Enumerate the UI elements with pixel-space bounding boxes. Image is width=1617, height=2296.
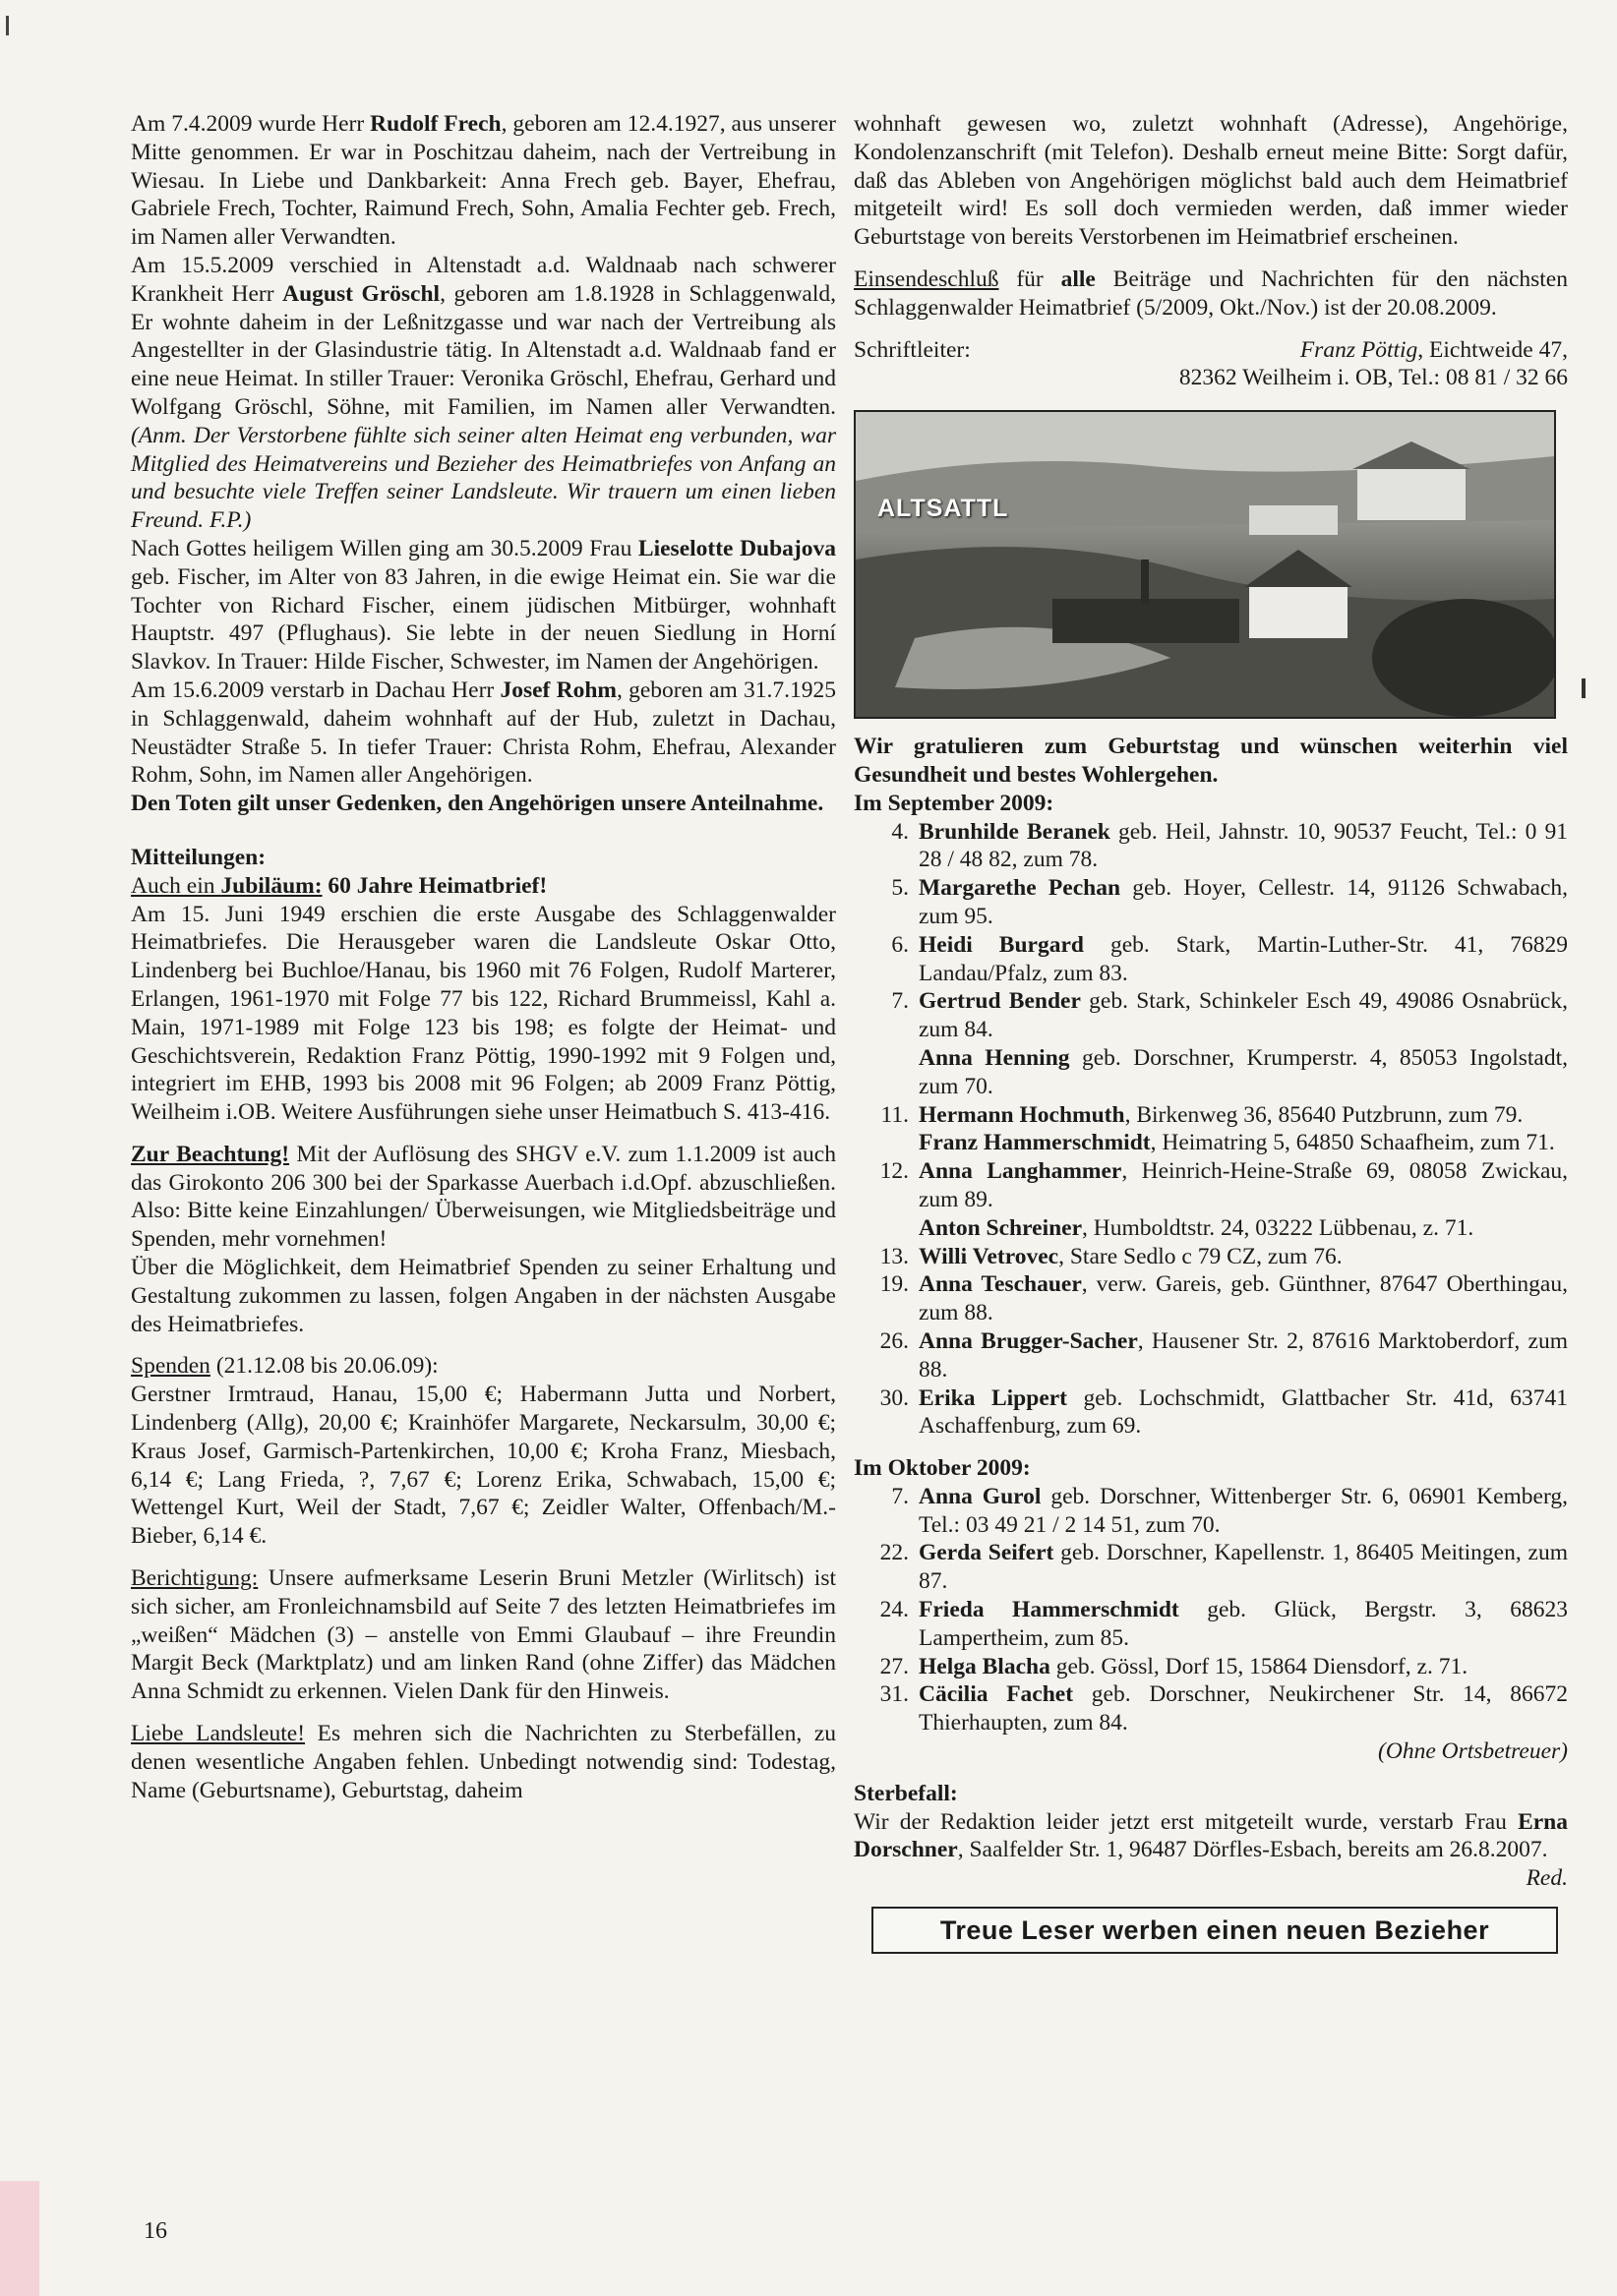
- entry-name: Hermann Hochmuth: [919, 1101, 1125, 1128]
- entry-name: Gertrud Bender: [919, 988, 1081, 1015]
- berichtigung: Berichtigung: Unsere aufmerksame Leserin Bruni Metzler (Wirlitsch) ist sich sicher, am Fronleichnamsbild auf Seite 7 des letzten Heimatbriefes im „weißen“ Mädchen (3) – anstelle von Emmi Glaubauf – ihre Freundin Margit Beck (Marktplatz) und am linken Rand (ohne Ziffer) das Mädchen Anna Schmidt zu erkennen. Vielen Dank für den Hinweis.: [131, 1565, 836, 1705]
- subscriber-banner: Treue Leser werben einen neuen Bezieher: [871, 1907, 1558, 1954]
- ohne-ortsbetreuer: (Ohne Ortsbetreuer): [1378, 1738, 1568, 1765]
- entry-name: Anna Brugger-Sacher: [919, 1327, 1138, 1354]
- entry-name: Willi Vetrovec: [919, 1243, 1059, 1269]
- birthday-entry: [854, 931, 1568, 988]
- birthday-entry: [854, 1384, 1568, 1442]
- entry-text: [919, 987, 1568, 1044]
- entry-day: 4.: [891, 818, 909, 845]
- entry-name: Heidi Burgard: [919, 931, 1084, 958]
- entry-day: 26.: [879, 1327, 909, 1354]
- entry-text: [919, 1680, 1568, 1737]
- entry-text: [919, 1214, 1568, 1243]
- entry-day: 31.: [879, 1681, 909, 1708]
- entry-details: , verw. Gareis, geb. Günthner, 87647 Oberthingau, zum 88.: [919, 1271, 1568, 1326]
- birthday-entry: [854, 1157, 1568, 1214]
- jubilaeum-heading: Auch ein Jubiläum: 60 Jahre Heimatbrief!: [131, 872, 548, 899]
- entry-text: [919, 874, 1568, 931]
- entry-name: Gerda Seifert: [919, 1540, 1054, 1566]
- birthday-entry: [854, 1101, 1568, 1130]
- spenden-info: Über die Möglichkeit, dem Heimatbrief Spenden zu seiner Erhaltung und Gestaltung zukommen zu lassen, folgen Angaben in der nächsten Ausgabe des Heimatbriefes.: [131, 1255, 836, 1337]
- condolence-line: Den Toten gilt unser Gedenken, den Angehörigen unsere Anteilnahme.: [131, 791, 824, 817]
- entry-name: Helga Blacha: [919, 1653, 1050, 1679]
- entry-details: , Heimatring 5, 64850 Schaafheim, zum 71.: [1150, 1130, 1555, 1156]
- entry-text: [919, 1157, 1568, 1214]
- entry-details: geb. Dorschner, Krumperstr. 4, 85053 Ingolstadt, zum 70.: [919, 1044, 1568, 1099]
- birthday-entry: [854, 1327, 1568, 1384]
- birthday-entry: [854, 1680, 1568, 1737]
- entry-details: geb. Stark, Martin-Luther-Str. 41, 76829 Landau/Pfalz, zum 83.: [919, 931, 1568, 986]
- entry-day: 7.: [891, 1483, 909, 1509]
- entry-details: geb. Heil, Jahnstr. 10, 90537 Feucht, Tel.: 0 91 28 / 48 82, zum 78.: [919, 818, 1568, 873]
- birthday-entry: [854, 1539, 1568, 1596]
- entry-name: Franz Hammerschmidt: [919, 1130, 1151, 1156]
- schriftleiter-address: 82362 Weilheim i. OB, Tel.: 08 81 / 32 66: [1178, 365, 1568, 391]
- entry-day: 11.: [880, 1101, 909, 1128]
- entry-day: 7.: [891, 988, 909, 1015]
- entry-day: 24.: [879, 1597, 909, 1623]
- section-heading-mitteilungen: Mitteilungen:: [131, 844, 267, 870]
- entry-details: geb. Glück, Bergstr. 3, 68623 Lampertheim, zum 85.: [919, 1597, 1568, 1651]
- entry-name: Margarethe Pechan: [919, 875, 1121, 902]
- entry-text: [919, 1327, 1568, 1384]
- entry-name: Anna Teschauer: [919, 1271, 1082, 1298]
- liebe-landsleute: Liebe Landsleute! Es mehren sich die Nachrichten zu Sterbefällen, zu denen wesentliche Angaben fehlen. Unbedingt notwendig sind: Todestag, Name (Geburtsname), Geburtstag, daheim: [131, 1721, 837, 1803]
- entry-text: [919, 1044, 1568, 1101]
- redaktion-sign: Red.: [1526, 1865, 1568, 1892]
- obituary-rohm: Am 15.6.2009 verstarb in Dachau Herr Josef Rohm, geboren am 31.7.1925 in Schlaggenwald, daheim wohnhaft auf der Hub, zuletzt in Dachau, Neustädter Straße 5. In tiefer Trauer: Christa Rohm, Ehefrau, Alexander Rohm, Sohn, im Namen aller Angehörigen.: [131, 677, 836, 789]
- spenden-list: Gerstner Irmtraud, Hanau, 15,00 €; Habermann Jutta und Norbert, Lindenberg (Allg), 20,00 €; Krainhöfer Margarete, Neckarsulm, 30,00 €; Kraus Josef, Garmisch-Partenkirchen, 10,00 €; Kroha Franz, Miesbach, 6,14 €; Lang Frieda, ?, 7,67 €; Lorenz Erika, Schwabach, 15,00 €; Wettengel Kurt, Weil der Stadt, 7,67 €; Zeidler Walter, Offenbach/M.-Bieber, 6,14 €.: [131, 1382, 836, 1550]
- entry-details: , Heinrich-Heine-Straße 69, 08058 Zwickau, zum 89.: [919, 1158, 1568, 1212]
- sterbefall-hinweis: wohnhaft gewesen wo, zuletzt wohnhaft (Adresse), Angehörige, Kondolenzanschrift (mit Telefon). Deshalb erneut meine Bitte: Sorgt dafür, daß das Ableben von Angehörigen möglichst bald auch dem Heimatbrief mitgeteilt wird! Es soll doch vermieden werden, daß immer wieder Geburtstage von bereits Verstorbenen im Heimatbrief erscheinen.: [854, 111, 1568, 251]
- entry-day: [854, 1129, 919, 1157]
- sterbefall-heading: Sterbefall:: [854, 1780, 958, 1806]
- gratulation-heading: Wir gratulieren zum Geburtstag und wünschen weiterhin viel Gesundheit und bestes Wohlergehen.: [854, 734, 1568, 788]
- entry-day: 22.: [879, 1540, 909, 1566]
- entry-text: [919, 1483, 1568, 1540]
- zur-beachtung: Zur Beachtung! Mit der Auflösung des SHGV e.V. zum 1.1.2009 ist auch das Girokonto 206 300 bei der Sparkasse Auerbach i.d.Opf. abzuschließen. Also: Bitte keine Einzahlungen/ Überweisungen, wie Mitgliedsbeiträge und Spenden, mehr vornehmen!: [131, 1141, 836, 1253]
- entry-text: [919, 1596, 1568, 1653]
- entry-day: 27.: [879, 1653, 909, 1679]
- scan-tab: [0, 2181, 39, 2296]
- entry-details: geb. Gössl, Dorf 15, 15864 Diensdorf, z. 71.: [1049, 1653, 1468, 1679]
- birthday-entry: [854, 1243, 1568, 1271]
- entry-details: geb. Dorschner, Neukirchener Str. 14, 86672 Thierhaupten, zum 84.: [919, 1681, 1568, 1737]
- oktober-birthday-list: [854, 1483, 1568, 1737]
- birthday-entry: [854, 1044, 1568, 1101]
- entry-text: [919, 1653, 1568, 1681]
- right-column: [854, 110, 1568, 1954]
- entry-name: Erika Lippert: [919, 1384, 1068, 1411]
- birthday-entry: [854, 1596, 1568, 1653]
- entry-day: 19.: [879, 1271, 909, 1298]
- entry-details: geb. Dorschner, Wittenberger Str. 6, 06901 Kemberg, Tel.: 03 49 21 / 2 14 51, zum 70.: [919, 1483, 1568, 1538]
- entry-details: geb. Hoyer, Cellestr. 14, 91126 Schwabach, zum 95.: [919, 875, 1568, 929]
- birthday-entry: [854, 1270, 1568, 1327]
- entry-day: 30.: [879, 1384, 909, 1411]
- entry-details: , Hausener Str. 2, 87616 Marktoberdorf, zum 88.: [919, 1327, 1568, 1383]
- birthday-entry: [854, 987, 1568, 1044]
- entry-day: 5.: [891, 875, 909, 902]
- entry-text: [919, 1384, 1568, 1442]
- entry-name: Anna Henning: [919, 1044, 1070, 1071]
- entry-name: Anna Gurol: [919, 1483, 1042, 1509]
- obituary-dubajova: Nach Gottes heiligem Willen ging am 30.5.2009 Frau Lieselotte Dubajova geb. Fischer, im Alter von 83 Jahren, in die ewige Heimat ein. Sie war die Tochter von Richard Fischer, einem jüdischen Mitbürger, wohnhaft Hauptstr. 497 (Pflughaus). Sie lebte in der neuen Siedlung in Horní Slavkov. In Trauer: Hilde Fischer, Schwester, im Namen der Angehörigen.: [131, 535, 837, 676]
- birthday-entry: [854, 818, 1568, 875]
- entry-day: 6.: [891, 931, 909, 958]
- einsendeschluss: Einsendeschluß für alle Beiträge und Nachrichten für den nächsten Schlaggenwalder Heimatbrief (5/2009, Okt./Nov.) ist der 20.08.2009.: [854, 265, 1568, 321]
- entry-day: [854, 1044, 919, 1101]
- photo-caption: ALTSATTL: [877, 495, 1009, 523]
- birthday-entry: [854, 874, 1568, 931]
- entry-day: 12.: [879, 1158, 909, 1185]
- entry-text: [919, 931, 1568, 988]
- entry-text: [919, 1101, 1568, 1130]
- september-birthday-list: [854, 818, 1568, 1442]
- entry-name: Cäcilia Fachet: [919, 1681, 1074, 1708]
- oktober-heading: Im Oktober 2009:: [854, 1455, 1031, 1482]
- entry-details: geb. Stark, Schinkeler Esch 49, 49086 Osnabrück, zum 84.: [919, 988, 1569, 1043]
- obituary-frech: Am 7.4.2009 wurde Herr Rudolf Frech, geboren am 12.4.1927, aus unserer Mitte genommen. Er war in Poschitzau daheim, nach der Vertreibung in Wiesau. In Liebe und Dankbarkeit: Anna Frech geb. Bayer, Ehefrau, Gabriele Frech, Tochter, Raimund Frech, Sohn, Amalia Fechter geb. Frech, im Namen aller Verwandten.: [131, 111, 836, 251]
- obituary-groeschl: Am 15.5.2009 verschied in Altenstadt a.d. Waldnaab nach schwerer Krankheit Herr August Gröschl, geboren am 1.8.1928 in Schlaggenwald, Er wohnte daheim in der Leßnitzgasse und war nach der Vertreibung als Angestellter in der Glasindustrie tätig. In Altenstadt a.d. Waldnaab fand er eine neue Heimat. In stiller Trauer: Veronika Gröschl, Ehefrau, Gerhard und Wolfgang Gröschl, Söhne, mit Familien, im Namen aller Verwandten. (Anm. Der Verstorbene fühlte sich seiner alten Heimat eng verbunden, war Mitglied des Heimatvereins und Bezieher des Heimatbriefes von Anfang an und besuchte viele Treffen seiner Landsleute. Wir trauern um einen lieben Freund. F.P.): [131, 252, 836, 534]
- birthday-entry: [854, 1653, 1568, 1681]
- sterbefall-text: Wir der Redaktion leider jetzt erst mitgeteilt wurde, verstarb Frau Erna Dorschner, Saalfelder Str. 1, 96487 Dörfles-Esbach, bereits am 26.8.2007.: [854, 1808, 1568, 1863]
- entry-name: Frieda Hammerschmidt: [919, 1597, 1179, 1623]
- scan-mark: [6, 16, 9, 35]
- entry-details: , Humboldtstr. 24, 03222 Lübbenau, z. 71.: [1082, 1214, 1474, 1241]
- birthday-entry: [854, 1483, 1568, 1540]
- entry-text: [919, 1270, 1568, 1327]
- altsattl-photo: [854, 410, 1556, 719]
- jubilaeum-text: Am 15. Juni 1949 erschien die erste Ausgabe des Schlaggenwalder Heimatbriefes. Die Herausgeber waren die Landsleute Oskar Otto, Lindenberg bei Buchloe/Hanau, bis 1960 mit 76 Folgen, Rudolf Marterer, Erlangen, 1961-1970 mit Folge 77 bis 122, Richard Brummeissl, Kahl a. Main, 1971-1989 mit Folge 123 bis 198; es folgte der Heimat- und Geschichtsverein, Redaktion Franz Pöttig, 1990-1992 mit 9 Folgen und, integriert im EHB, 1993 bis 2008 mit 96 Folgen; ab 2009 Franz Pöttig, Weilheim i.OB. Weitere Ausführungen siehe unser Heimatbuch S. 413-416.: [131, 901, 836, 1126]
- entry-text: [919, 1243, 1568, 1271]
- birthday-entry: [854, 1129, 1568, 1157]
- entry-details: , Birkenweg 36, 85640 Putzbrunn, zum 79.: [1124, 1101, 1524, 1128]
- entry-name: Anna Langhammer: [919, 1158, 1122, 1185]
- entry-details: geb. Dorschner, Kapellenstr. 1, 86405 Meitingen, zum 87.: [919, 1540, 1568, 1595]
- entry-details: , Stare Sedlo c 79 CZ, zum 76.: [1058, 1243, 1343, 1269]
- entry-text: [919, 1539, 1568, 1596]
- entry-day: [854, 1214, 919, 1243]
- spenden-heading: Spenden (21.12.08 bis 20.06.09):: [131, 1353, 439, 1380]
- left-column: [131, 110, 836, 1804]
- page-number: 16: [144, 2218, 167, 2244]
- scan-mark: [1582, 678, 1586, 698]
- entry-details: geb. Lochschmidt, Glattbacher Str. 41d, 63741 Aschaffenburg, zum 69.: [919, 1384, 1568, 1440]
- entry-text: [919, 818, 1568, 875]
- birthday-entry: [854, 1214, 1568, 1243]
- entry-name: Brunhilde Beranek: [919, 818, 1110, 845]
- september-heading: Im September 2009:: [854, 790, 1054, 816]
- schriftleiter-line: Schriftleiter: Franz Pöttig, Eichtweide 47,: [854, 336, 1568, 363]
- entry-day: 13.: [879, 1243, 909, 1269]
- entry-text: [919, 1129, 1568, 1157]
- entry-name: Anton Schreiner: [919, 1214, 1083, 1241]
